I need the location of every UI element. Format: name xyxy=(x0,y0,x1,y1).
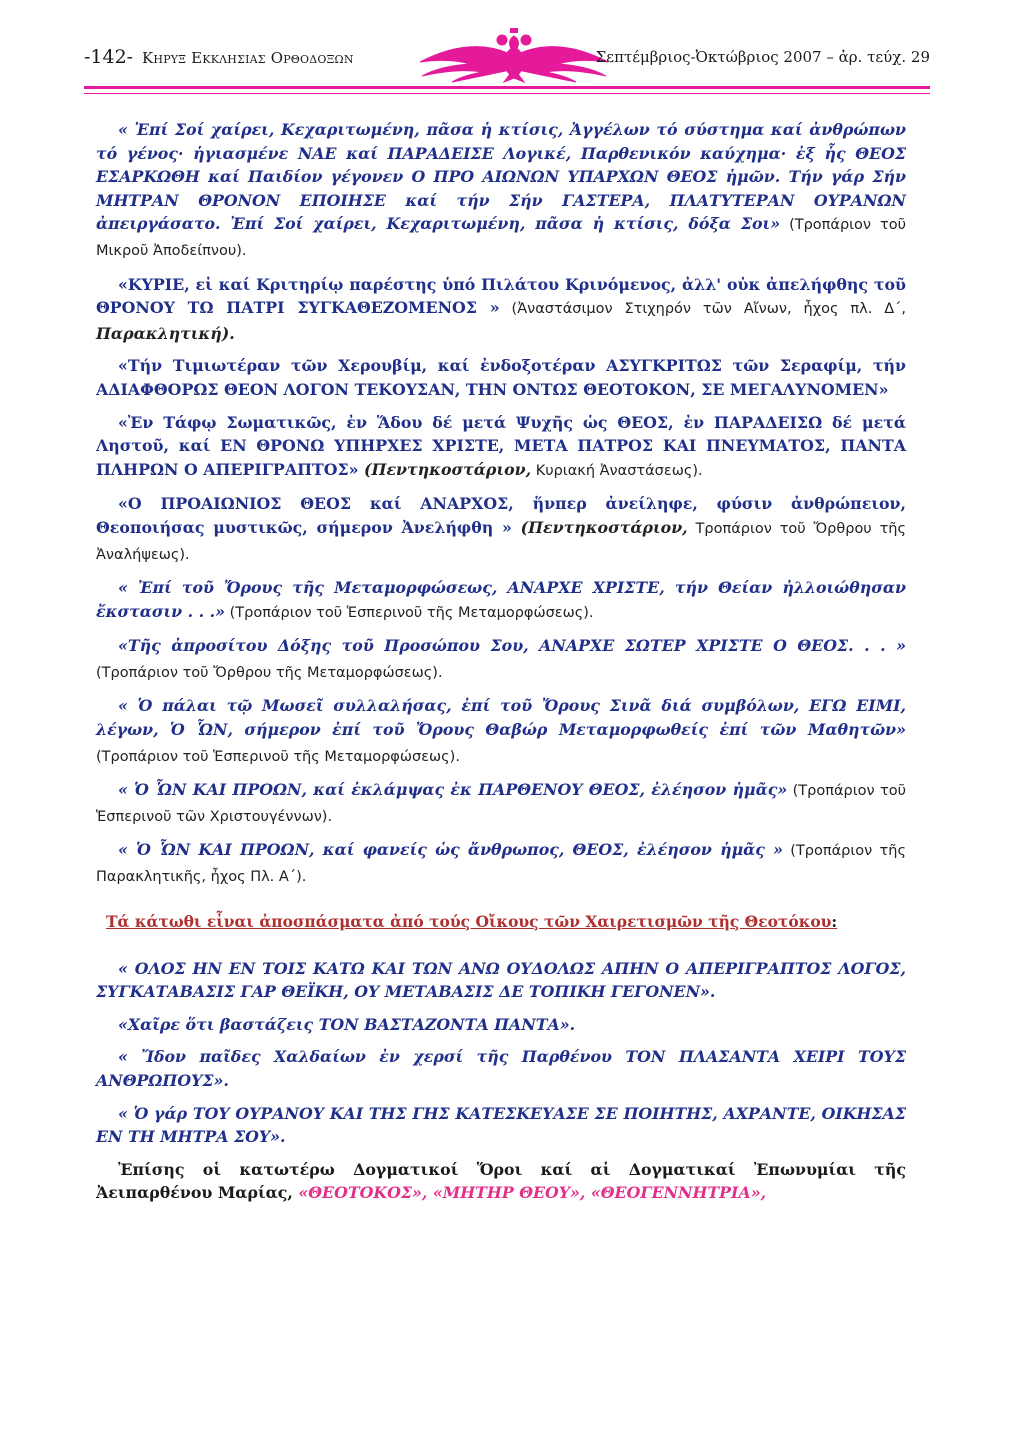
quote: « ΟΛΟΣ ΗΝ ΕΝ ΤΟΙΣ ΚΑΤΩ ΚΑΙ ΤΩΝ ΑΝΩ ΟΥΔΟΛΩΣ ΑΠΗΝ Ο ΑΠΕΡΙΓΡΑΠΤΟΣ ΛΟΓΟΣ, ΣΥΓΚΑΤΑΒΑΣΙΣ ΓΑΡ ΘΕΪΚΗ, ΟΥ ΜΕΤΑΒΑΣΙΣ ΔΕ ΤΟΠΙΚΗ ΓΕΓΟΝΕΝ». xyxy=(96,958,906,1002)
quote: « Ἴδον παῖδες Χαλδαίων ἐν χερσί τῆς Παρθένου ΤΟΝ ΠΛΑΣΑΝΤΑ ΧΕΙΡΙ ΤΟΥΣ ΑΝΘΡΩΠΟΥΣ». xyxy=(96,1047,906,1090)
journal-title: Κηρυξ Εκκλησιας Ορθοδοξων xyxy=(142,49,354,67)
quote: «Ἐν Τάφῳ Σωματικῶς, ἐν Ἅδου δέ μετά Ψυχῆς ὡς ΘΕΟΣ, ἐν ΠΑΡΑΔΕΙΣΩ δέ μετά Ληστοῦ, καί ΕΝ ΘΡΟΝΩ ΥΠΗΡΧΕΣ ΧΡΙΣΤΕ, ΜΕΤΑ ΠΑΤΡΟΣ ΚΑΙ ΠΝΕΥΜΑΤΟΣ, ΠΑΝΤΑ ΠΛΗΡΩΝ Ο ΑΠΕΡΙΓΡΑΠΤΟΣ» xyxy=(96,412,906,479)
quote: «Τῆς ἀπροσίτου Δόξης τοῦ Προσώπου Σου, ΑΝΑΡΧΕ ΣΩΤΕΡ ΧΡΙΣΤΕ Ο ΘΕΟΣ. . . » xyxy=(118,636,906,656)
source: (Τροπάριον τοῦ Μικροῦ Ἀποδείπνου). xyxy=(96,217,907,259)
paragraph xyxy=(96,273,906,346)
paragraph xyxy=(96,634,906,685)
quote: « Ὁ γάρ ΤΟΥ ΟΥΡΑΝΟΥ ΚΑΙ ΤΗΣ ΓΗΣ ΚΑΤΕΣΚΕΥΑΣΕ ΣΕ ΠΟΙΗΤΗΣ, ΑΧΡΑΝΤΕ, ΟΙΚΗΣΑΣ ΕΝ ΤΗ ΜΗΤΡΑ ΣΟΥ». xyxy=(96,1103,906,1147)
quote: «Χαῖρε ὅτι βαστάζεις ΤΟΝ ΒΑΣΤΑΖΟΝΤΑ ΠΑΝΤΑ». xyxy=(118,1014,576,1034)
source: (Τροπάριον τοῦ Ἑσπερινοῦ τῆς Μεταμορφώσεως). xyxy=(96,748,460,765)
page-number: -142- xyxy=(84,46,134,68)
paragraph xyxy=(96,694,906,769)
quote: «Ο ΠΡΟΑΙΩΝΙΟΣ ΘΕΟΣ καί ΑΝΑΡΧΟΣ, ἥνπερ ἀνείληφε, φύσιν ἀνθρώπειον, Θεοποιήσας μυστικῶς, σήμερον Ἀνελήφθη » xyxy=(96,494,906,537)
paragraph xyxy=(96,576,906,625)
quote: «Τήν Τιμιωτέραν τῶν Χερουβίμ, καί ἐνδοξοτέραν ΑΣΥΓΚΡΙΤΩΣ τῶν Σεραφίμ, τήν ΑΔΙΑΦΘΟΡΩΣ ΘΕΟΝ ΛΟΓΟΝ ΤΕΚΟΥΣΑΝ, ΤΗΝ ΟΝΤΩΣ ΘΕΟΤΟΚΟΝ, ΣΕ ΜΕΓΑΛΥΝΟΜΕΝ» xyxy=(96,356,906,399)
header-rule-thin xyxy=(84,93,930,94)
source: (Τροπάριον τοῦ Ὄρθρου τῆς Μεταμορφώσεως). xyxy=(96,664,443,681)
source-emphasis: (Πεντηκοστάριον, xyxy=(511,517,688,537)
source: Κυριακή Ἀναστάσεως). xyxy=(531,462,703,479)
paragraph xyxy=(96,411,906,484)
paragraph xyxy=(96,118,906,264)
paragraph xyxy=(96,1102,906,1149)
paragraph xyxy=(96,354,906,401)
section-heading-colon: : xyxy=(831,911,838,931)
paragraph xyxy=(96,838,906,889)
paragraph xyxy=(96,492,906,567)
quote: « Ὁ ὯΝ ΚΑΙ ΠΡΟΩΝ, καί ἐκλάμψας ἐκ ΠΑΡΘΕΝΟΥ ΘΕΟΣ, ἐλέησον ἡμᾶς» xyxy=(118,780,788,800)
quote: « Ὁ πάλαι τῷ Μωσεῖ συλλαλήσας, ἐπί τοῦ Ὄρους Σινᾶ διά συμβόλων, ΕΓΩ ΕΙΜΙ, λέγων, Ὁ ὯΝ, σήμερον ἐπί τοῦ Ὄρους Θαβώρ Μεταμορφωθείς ἐπί τῶν Μαθητῶν» xyxy=(96,696,906,740)
dogmatic-titles: «ΘΕΟΤΟΚΟΣ», «ΜΗΤΗΡ ΘΕΟΥ», «ΘΕΟΓΕΝΝΗΤΡΙΑ», xyxy=(298,1183,767,1203)
source: (Τροπάριον τοῦ Ἑσπερινοῦ τῆς Μεταμορφώσεως). xyxy=(225,604,594,621)
source-emphasis: Παρακλητική). xyxy=(96,323,235,343)
source: (Τροπάριον τοῦ Ἑσπερινοῦ τῶν Χριστουγέννων). xyxy=(96,783,906,825)
header-rule-thick xyxy=(84,86,930,89)
issue-info: Σεπτέμβριος-Ὀκτώβριος 2007 – ἀρ. τεύχ. 29 xyxy=(595,48,930,66)
article-body xyxy=(96,118,906,1214)
source: (Ἀναστάσιμον Στιχηρόν τῶν Αἴνων, ἦχος πλ. Δ΄, xyxy=(499,301,906,318)
source: Τροπάριον τοῦ Ὄρθρου τῆς Ἀναλήψεως). xyxy=(96,520,906,563)
section-heading xyxy=(106,912,906,931)
quote: « Ὁ ὯΝ ΚΑΙ ΠΡΟΩΝ, καί φανείς ὡς ἄνθρωπος, ΘΕΟΣ, ἐλέησον ἡμᾶς » xyxy=(118,840,783,860)
quote: «ΚΥΡΙΕ, εἰ καί Κριτηρίῳ παρέστης ὑπό Πιλάτου Κρινόμενος, ἀλλ' οὐκ ἀπελήφθης τοῦ ΘΡΟΝΟΥ ΤΩ ΠΑΤΡΙ ΣΥΓΚΑΘΕΖΟΜΕΝΟΣ » xyxy=(96,274,906,318)
source-emphasis: (Πεντηκοστάριον, xyxy=(358,459,532,479)
source: (Τροπάριον τῆς Παρακλητικῆς, ἦχος Πλ. Α΄). xyxy=(96,843,906,886)
quote: « Ἐπί τοῦ Ὄρους τῆς Μεταμορφώσεως, ΑΝΑΡΧΕ ΧΡΙΣΤΕ, τήν Θείαν ἠλλοιώθησαν ἔκστασιν . . .» xyxy=(96,578,906,621)
paragraph xyxy=(96,1158,906,1205)
final-text: Ἐπίσης οἱ κατωτέρω Δογματικοί Ὅροι καί αἱ Δογματικαί Ἐπωνυμίαι τῆς Ἀειπαρθένου Μαρίας, xyxy=(96,1159,906,1203)
page-header xyxy=(84,28,930,92)
paragraph xyxy=(96,1013,906,1037)
paragraph xyxy=(96,957,906,1004)
quote: « Ἐπί Σοί χαίρει, Κεχαριτωμένη, πᾶσα ἡ κτίσις, Ἀγγέλων τό σύστημα καί ἀνθρώπων τό γένος· ἡγιασμένε ΝΑΕ καί ΠΑΡΑΔΕΙΣΕ Λογικέ, Παρθενικόν καύχημα· ἐξ ἧς ΘΕΟΣ ΕΣΑΡΚΩΘΗ καί Παιδίον γέγονεν Ο ΠΡΟ ΑΙΩΝΩΝ ΥΠΑΡΧΩΝ ΘΕΟΣ ἡμῶν. Τήν γάρ Σήν ΜΗΤΡΑΝ ΘΡΟΝΟΝ ΕΠΟΙΗΣΕ καί τήν Σήν ΓΑΣΤΕΡΑ, ΠΛΑΤΥΤΕΡΑΝ ΟΥΡΑΝΩΝ ἀπειργάσατο. Ἐπί Σοί χαίρει, Κεχαριτωμένη, πᾶσα ἡ κτίσις, δόξα Σοι» xyxy=(96,120,906,234)
paragraph xyxy=(96,1045,906,1092)
double-headed-eagle-icon xyxy=(414,28,614,84)
section-heading-text: Τά κάτωθι εἶναι ἀποσπάσματα ἀπό τούς Οἴκους τῶν Χαιρετισμῶν τῆς Θεοτόκου xyxy=(106,911,832,931)
paragraph xyxy=(96,778,906,829)
